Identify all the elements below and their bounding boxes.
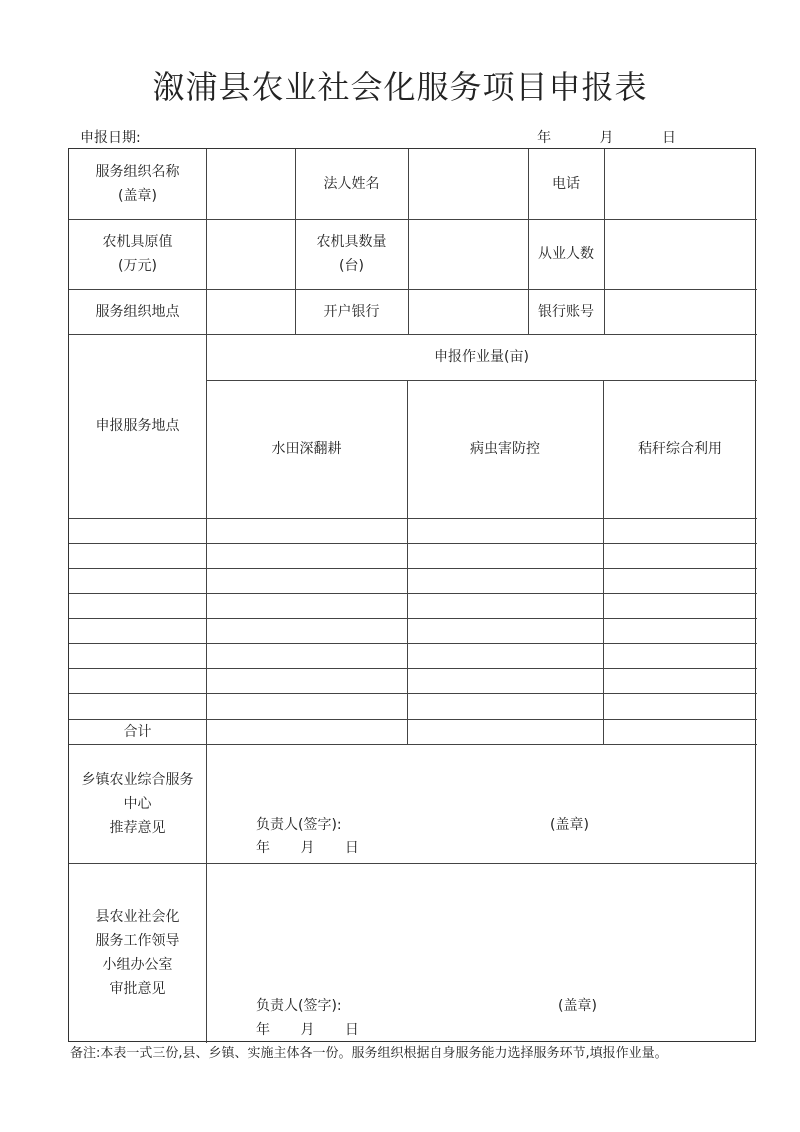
form-table xyxy=(68,148,756,1042)
account-field[interactable] xyxy=(604,289,757,334)
pest-cell[interactable] xyxy=(407,643,603,668)
org-location-field[interactable] xyxy=(206,289,295,334)
phone-field[interactable] xyxy=(604,149,757,219)
workload-amount-header: 申报作业量(亩) xyxy=(434,349,529,365)
pest-cell[interactable] xyxy=(407,543,603,568)
org-name-label: 服务组织名称 (盖章) xyxy=(95,164,180,204)
legal-rep-field[interactable] xyxy=(408,149,528,219)
straw-cell[interactable] xyxy=(603,543,757,568)
county-opinion-label: 县农业社会化 服务工作领导 小组办公室 审批意见 xyxy=(95,909,180,997)
form-title: 溆浦县农业社会化服务项目申报表 xyxy=(152,68,648,106)
township-date xyxy=(256,837,359,857)
column-deep-tillage: 水田深翻耕 xyxy=(271,441,342,457)
township-month: 月 xyxy=(300,840,315,856)
tillage-cell[interactable] xyxy=(206,543,407,568)
machinery-count-field[interactable] xyxy=(408,219,528,289)
township-signer-label: 负责人(签字): xyxy=(256,817,342,833)
county-month: 月 xyxy=(300,1022,315,1038)
township-seal-label: (盖章) xyxy=(550,817,589,833)
county-signer-label: 负责人(签字): xyxy=(256,998,342,1014)
staff-count-label: 从业人数 xyxy=(538,246,594,262)
township-day: 日 xyxy=(344,840,359,856)
machinery-value-field[interactable] xyxy=(206,219,295,289)
date-day: 日 xyxy=(662,130,676,146)
straw-cell[interactable] xyxy=(603,593,757,618)
staff-count-field[interactable] xyxy=(604,219,757,289)
county-year: 年 xyxy=(256,1022,270,1038)
phone-label: 电话 xyxy=(552,176,580,192)
pest-cell[interactable] xyxy=(407,593,603,618)
township-opinion-label: 乡镇农业综合服务 中心 推荐意见 xyxy=(81,771,194,836)
machinery-count-label: 农机具数量 (台) xyxy=(316,234,387,274)
tillage-cell[interactable] xyxy=(206,568,407,593)
tillage-cell[interactable] xyxy=(206,593,407,618)
straw-cell[interactable] xyxy=(603,518,757,543)
declare-date-row xyxy=(80,127,700,147)
declare-date-ymd xyxy=(493,127,676,147)
location-cell[interactable] xyxy=(69,668,206,693)
location-cell[interactable] xyxy=(69,518,206,543)
location-cell[interactable] xyxy=(69,618,206,643)
pest-cell[interactable] xyxy=(407,618,603,643)
form-note: 备注:本表一式三份,县、乡镇、实施主体各一份。服务组织根据自身服务能力选择服务环节,填报作业量。 xyxy=(70,1046,668,1061)
pest-cell[interactable] xyxy=(407,693,603,719)
location-cell[interactable] xyxy=(69,568,206,593)
location-cell[interactable] xyxy=(69,543,206,568)
machinery-value-label: 农机具原值 (万元) xyxy=(102,234,173,274)
pest-cell[interactable] xyxy=(407,668,603,693)
total-straw-cell[interactable] xyxy=(603,719,757,744)
total-label: 合计 xyxy=(123,723,152,740)
account-label: 银行账号 xyxy=(538,303,594,320)
column-pest-control: 病虫害防控 xyxy=(470,441,540,457)
tillage-cell[interactable] xyxy=(206,693,407,719)
tillage-cell[interactable] xyxy=(206,518,407,543)
bank-field[interactable] xyxy=(408,289,528,334)
location-cell[interactable] xyxy=(69,643,206,668)
org-location-label: 服务组织地点 xyxy=(95,303,180,320)
location-cell[interactable] xyxy=(69,693,206,719)
legal-rep-label: 法人姓名 xyxy=(323,176,380,192)
straw-cell[interactable] xyxy=(603,668,757,693)
service-location-header: 申报服务地点 xyxy=(95,418,180,434)
pest-cell[interactable] xyxy=(407,568,603,593)
declare-date-label: 申报日期: xyxy=(80,130,141,146)
org-name-field[interactable] xyxy=(206,149,295,219)
straw-cell[interactable] xyxy=(603,568,757,593)
pest-cell[interactable] xyxy=(407,518,603,543)
date-month: 月 xyxy=(599,130,614,146)
county-seal-label: (盖章) xyxy=(558,998,597,1014)
tillage-cell[interactable] xyxy=(206,643,407,668)
straw-cell[interactable] xyxy=(603,618,757,643)
county-day: 日 xyxy=(344,1022,359,1038)
straw-cell[interactable] xyxy=(603,693,757,719)
bank-label: 开户银行 xyxy=(323,303,380,320)
date-year: 年 xyxy=(537,130,552,146)
tillage-cell[interactable] xyxy=(206,668,407,693)
township-opinion-area[interactable] xyxy=(206,744,757,863)
location-cell[interactable] xyxy=(69,593,206,618)
total-pest-cell[interactable] xyxy=(407,719,603,744)
tillage-cell[interactable] xyxy=(206,618,407,643)
county-opinion-area[interactable] xyxy=(206,863,757,1043)
straw-cell[interactable] xyxy=(603,643,757,668)
total-tillage-cell[interactable] xyxy=(206,719,407,744)
county-date xyxy=(256,1019,359,1039)
township-year: 年 xyxy=(256,840,270,856)
column-straw-utilization: 秸秆综合利用 xyxy=(638,441,722,457)
